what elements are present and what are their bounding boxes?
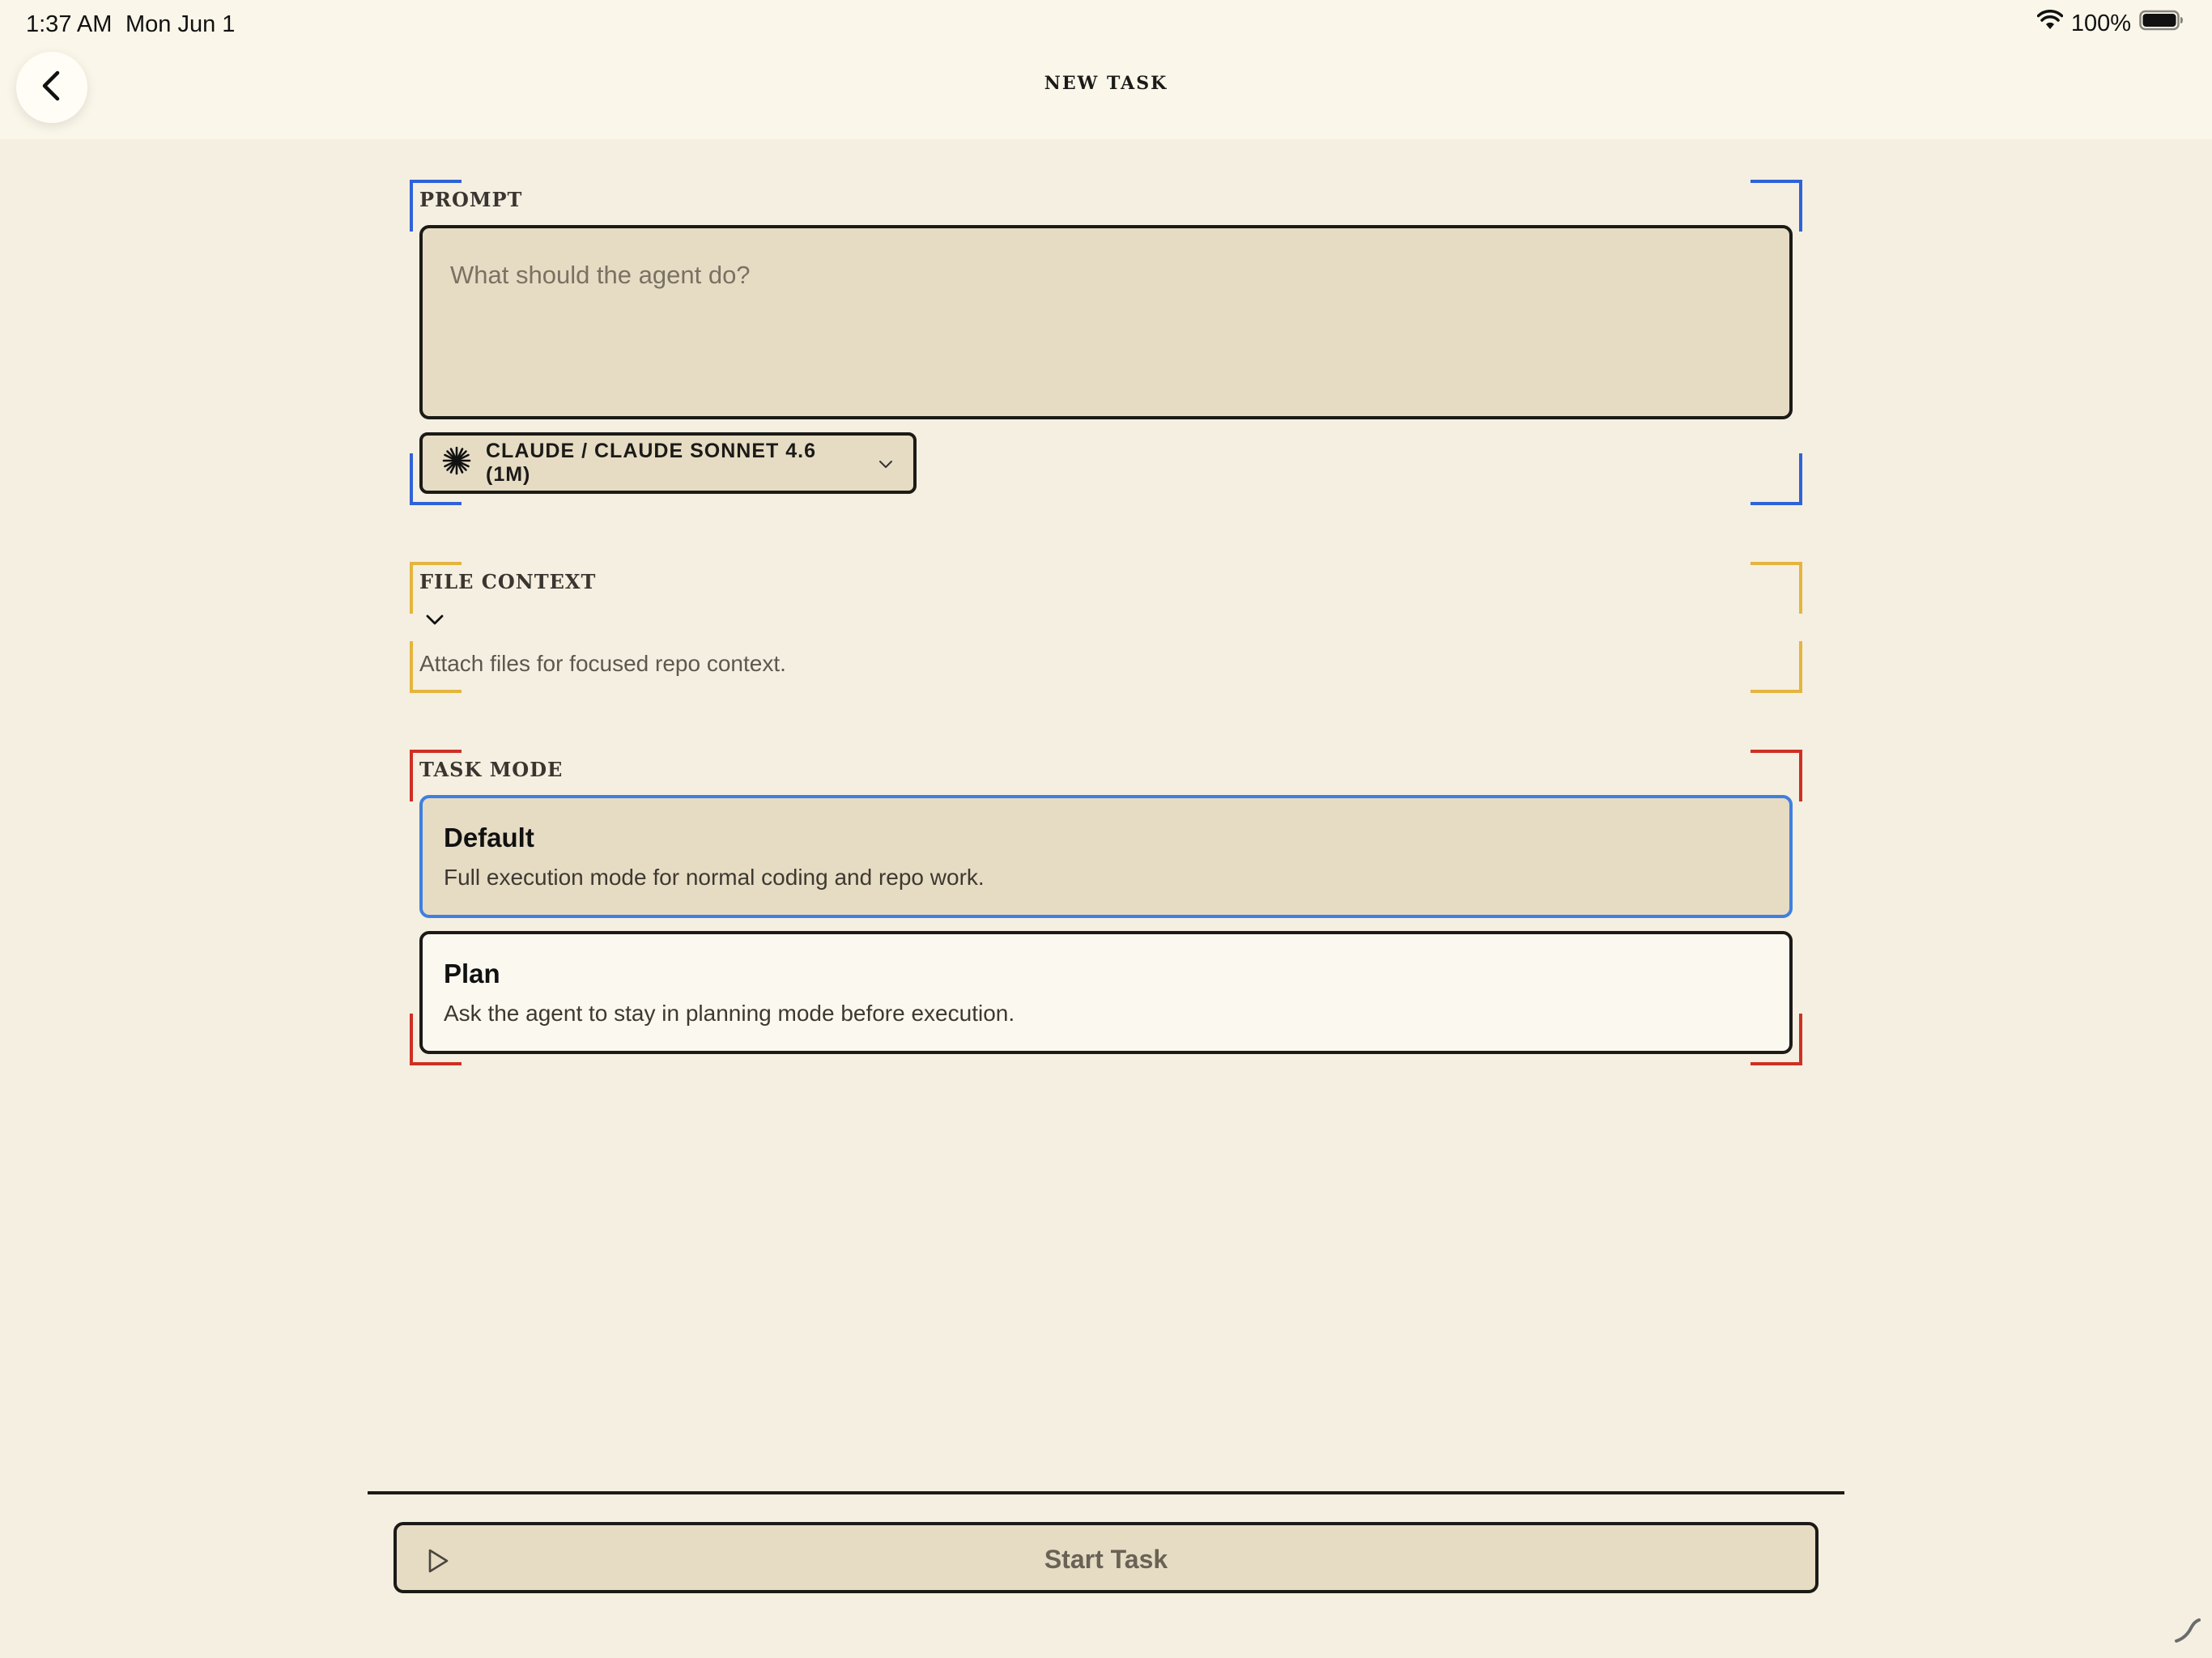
top-bar: [0, 0, 2212, 139]
mode-option-title: Default: [444, 823, 534, 852]
battery-icon: [2139, 10, 2184, 37]
task-mode-label: TASK MODE: [419, 758, 564, 781]
bracket-corner: [1750, 180, 1802, 232]
page-title: NEW TASK: [1044, 73, 1168, 94]
model-selector-button[interactable]: [419, 432, 917, 494]
prompt-label: PROMPT: [419, 188, 523, 211]
model-selector-label: CLAUDE / CLAUDE SONNET 4.6 (1M): [486, 440, 816, 486]
start-task-button[interactable]: [393, 1522, 1819, 1593]
bracket-corner: [1750, 750, 1802, 801]
file-context-label: FILE CONTEXT: [419, 570, 597, 593]
footer-divider: [368, 1491, 1844, 1494]
status-time: 1:37 AM: [26, 11, 113, 37]
mode-option-description: Full execution mode for normal coding and repo work.: [444, 865, 985, 890]
file-context-section: [410, 562, 1802, 693]
file-context-hint: Attach files for focused repo context.: [419, 651, 786, 676]
prompt-section: [410, 180, 1802, 505]
chevron-down-icon: [425, 613, 445, 630]
prompt-input[interactable]: What should the agent do?: [419, 225, 1793, 419]
task-mode-section: [410, 750, 1802, 1065]
claude-logo-icon: [442, 446, 471, 481]
status-indicators: [2037, 10, 2184, 37]
start-task-label: Start Task: [1044, 1545, 1168, 1574]
status-date: Mon Jun 1: [125, 11, 236, 37]
mode-option-plan[interactable]: [419, 931, 1793, 1054]
file-context-toggle[interactable]: [421, 607, 449, 635]
scribble-indicator-icon: [2172, 1613, 2204, 1650]
chevron-down-icon: [878, 452, 894, 475]
battery-percent: 100%: [2070, 10, 2131, 36]
mode-option-default[interactable]: [419, 795, 1793, 918]
mode-option-title: Plan: [444, 959, 500, 988]
bracket-corner: [1750, 641, 1802, 693]
bracket-corner: [1750, 562, 1802, 614]
mode-option-description: Ask the agent to stay in planning mode before execution.: [444, 1001, 1015, 1026]
wifi-icon: [2037, 10, 2063, 37]
bracket-corner: [1750, 453, 1802, 505]
